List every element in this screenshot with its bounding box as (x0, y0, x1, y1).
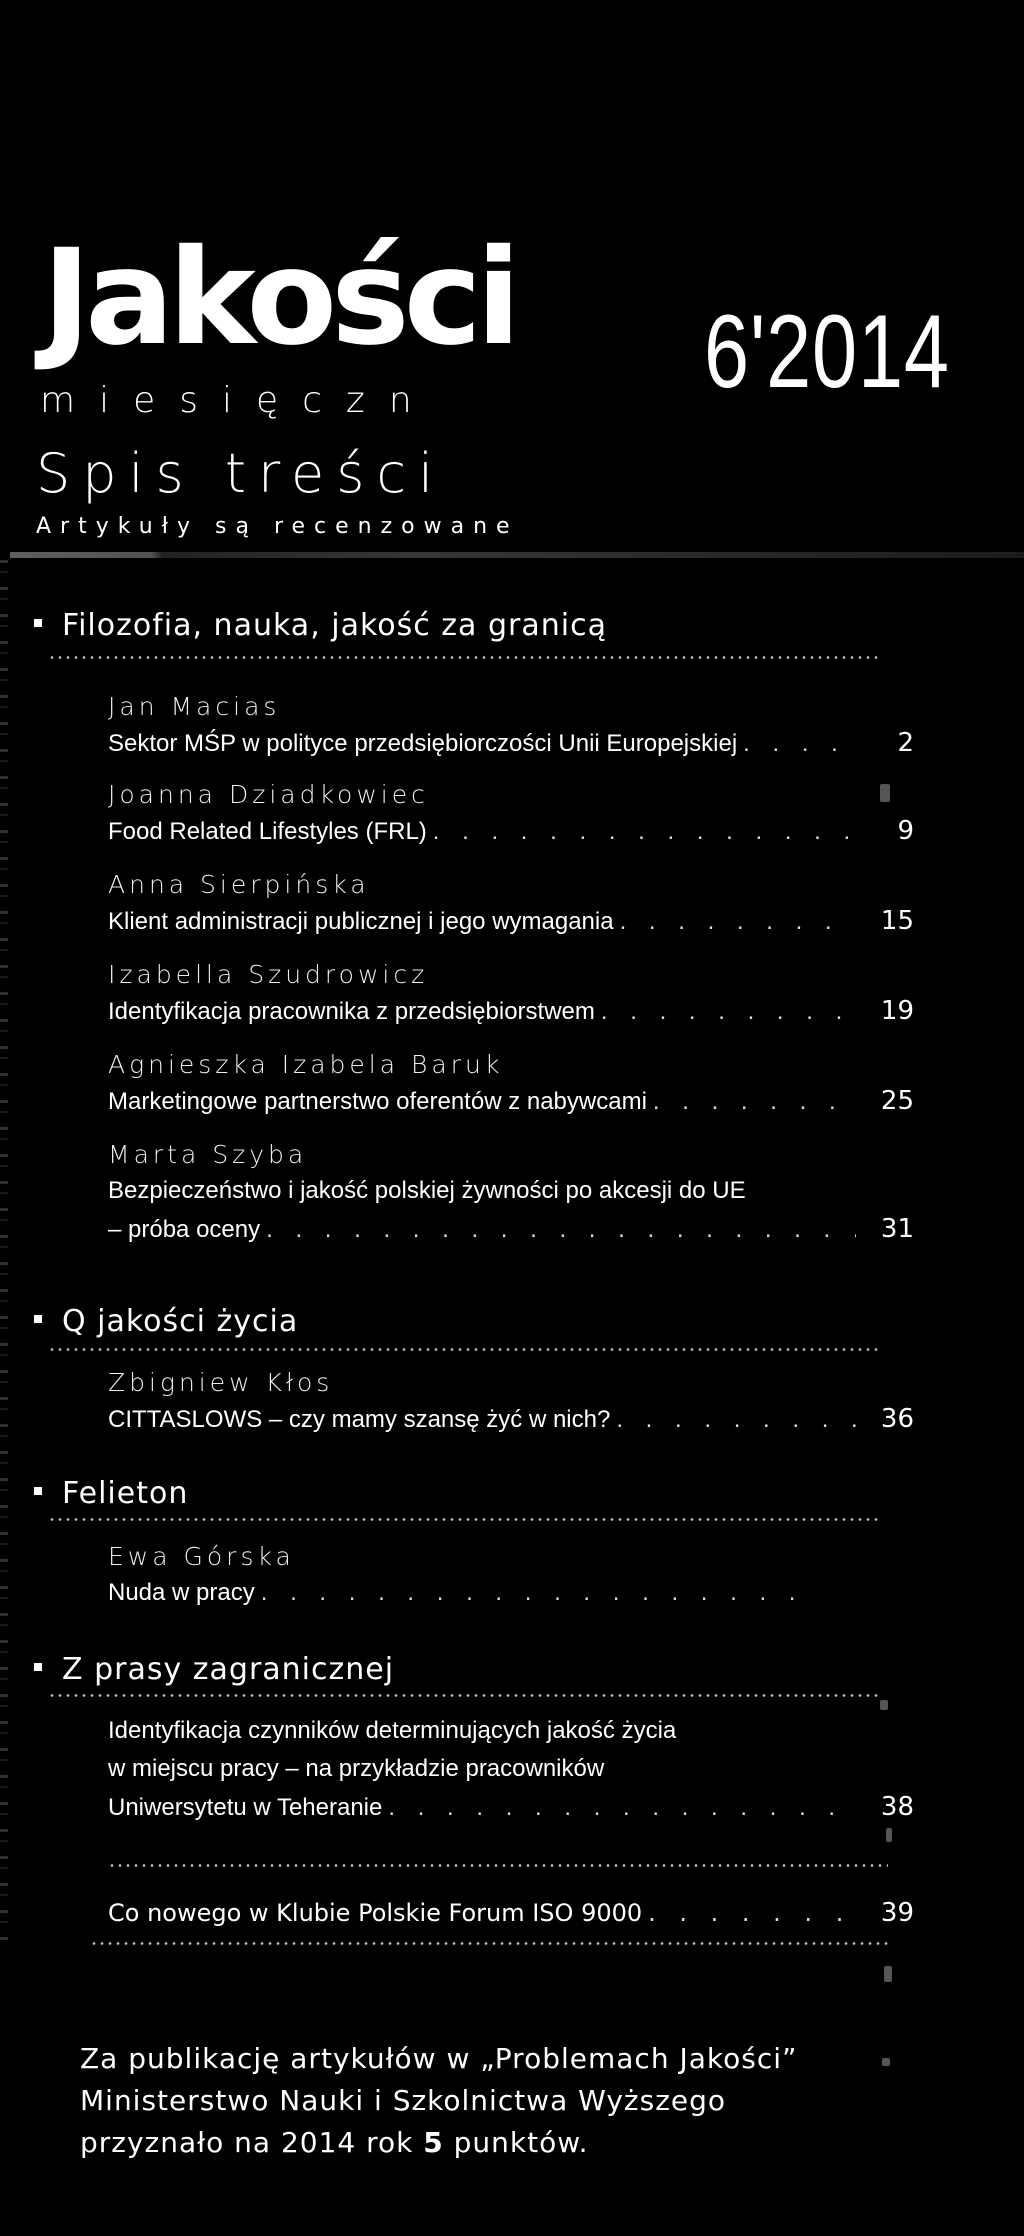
toc-entry[interactable] (108, 1712, 914, 1827)
entry-author: Anna Sierpińska (108, 870, 370, 899)
club-divider-top (108, 1864, 888, 1867)
scan-speck (880, 1700, 888, 1710)
toc-entry[interactable] (108, 1366, 914, 1439)
entry-title: Identyfikacja pracownika z przedsiębiorstwem (108, 998, 595, 1025)
toc-entry[interactable] (108, 1540, 914, 1612)
dot-leader (388, 1789, 856, 1827)
dot-leader (620, 903, 856, 941)
bullet-icon (34, 619, 42, 627)
entry-author: Marta Szyba (108, 1140, 308, 1169)
footer-note (80, 2038, 900, 2164)
entry-author: Zbigniew Kłos (108, 1368, 334, 1397)
footer-line: Ministerstwo Nauki i Szkolnictwa Wyższego (80, 2084, 727, 2117)
dot-leader (601, 993, 856, 1031)
section-heading: Q jakości życia (34, 1304, 914, 1339)
section-heading: Z prasy zagranicznej (34, 1652, 914, 1687)
footer-line: Za publikację artykułów w „Problemach Jakości” (80, 2042, 798, 2075)
entry-author: Jan Macias (108, 692, 281, 721)
bullet-icon (34, 1487, 42, 1495)
header-divider (10, 552, 1024, 558)
section-heading: Felieton (34, 1476, 914, 1511)
dot-leader (266, 1211, 856, 1249)
entry-author: Agnieszka Izabela Baruk (108, 1050, 504, 1079)
toc-subtitle: Artykuły są recenzowane (36, 514, 519, 539)
entry-title: Bezpieczeństwo i jakość polskiej żywności po akcesji do UE (108, 1177, 746, 1204)
magazine-subtitle: miesięczn (40, 380, 436, 421)
toc-entry[interactable] (108, 1138, 914, 1249)
entry-title: Food Related Lifestyles (FRL) (108, 818, 427, 845)
entry-author: Ewa Górska (108, 1542, 295, 1571)
dot-leader (616, 1401, 856, 1439)
dot-leader (433, 813, 856, 851)
entry-title: CITTASLOWS – czy mamy szansę żyć w nich? (108, 1406, 611, 1433)
section-divider (48, 1348, 878, 1351)
toc-entry[interactable] (108, 958, 914, 1031)
entry-title-continued: Uniwersytetu w Teheranie (108, 1794, 383, 1821)
entry-title-continued: w miejscu pracy – na przykładzie pracowników (108, 1755, 605, 1782)
entry-page: 31 (880, 1214, 914, 1244)
dot-leader (653, 1083, 856, 1121)
toc-entry[interactable] (108, 868, 914, 941)
bullet-icon (34, 1663, 42, 1671)
dot-leader (648, 1894, 856, 1932)
toc-title: Spis treści (36, 442, 446, 505)
entry-page: 38 (880, 1792, 914, 1822)
entry-title: Identyfikacja czynników determinujących jakość życia (108, 1717, 677, 1744)
club-entry[interactable] (108, 1894, 914, 1932)
section-divider (48, 1518, 878, 1521)
entry-title: Marketingowe partnerstwo oferentów z nabywcami (108, 1088, 647, 1115)
dot-leader (743, 725, 856, 763)
bullet-icon (34, 1315, 42, 1323)
entry-title: Nuda w pracy (108, 1579, 255, 1606)
magazine-logo: Jakości (42, 221, 516, 375)
section-divider (48, 656, 878, 659)
entry-page: 25 (880, 1086, 914, 1116)
issue-number: 6'2014 (704, 294, 950, 410)
scan-speck (882, 2058, 890, 2066)
entry-title: Sektor MŚP w polityce przedsiębiorczości Unii Europejskiej (108, 730, 738, 757)
entry-page: 2 (897, 728, 914, 758)
toc-entry[interactable] (108, 1048, 914, 1121)
footer-line: przyznało na 2014 rok 5 punktów. (80, 2126, 589, 2159)
entry-page: 15 (880, 906, 914, 936)
toc-entry[interactable] (108, 778, 914, 851)
club-divider-bottom (90, 1942, 890, 1945)
entry-title-continued: – próba oceny (108, 1216, 261, 1243)
club-page: 39 (880, 1898, 914, 1928)
entry-author: Izabella Szudrowicz (108, 960, 429, 989)
entry-title: Klient administracji publicznej i jego wymagania (108, 908, 614, 935)
section-divider (48, 1694, 878, 1697)
club-title: Co nowego w Klubie Polskie Forum ISO 9000 (108, 1899, 643, 1927)
entry-author: Joanna Dziadkowiec (108, 780, 429, 809)
scan-speck (884, 1966, 892, 1982)
entry-page: 36 (880, 1404, 914, 1434)
dot-leader (261, 1574, 810, 1612)
scan-speck (886, 1828, 892, 1842)
scan-speck (880, 784, 890, 802)
section-heading: Filozofia, nauka, jakość za granicą (34, 608, 914, 643)
entry-page: 9 (897, 816, 914, 846)
entry-page: 19 (880, 996, 914, 1026)
scan-edge-noise (0, 560, 8, 1940)
toc-entry[interactable] (108, 690, 914, 763)
points-value: 5 (423, 2126, 444, 2159)
